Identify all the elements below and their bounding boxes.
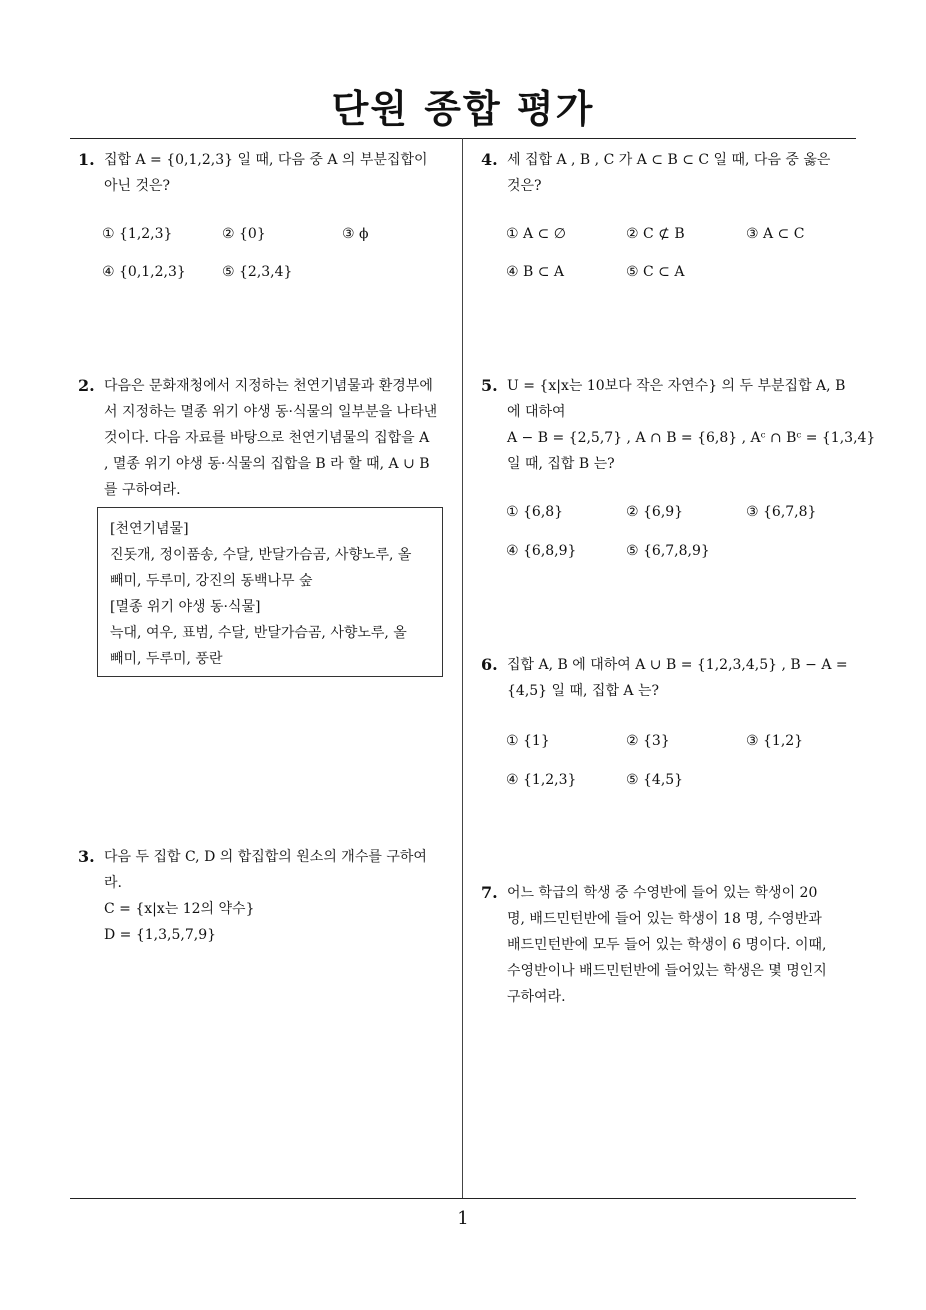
option-1[interactable]: ① A ⊂ ∅: [506, 226, 566, 242]
option-5[interactable]: ⑤ C ⊂ A: [626, 264, 685, 280]
question-text: 집합 A = {0,1,2,3} 일 때, 다음 중 A 의 부분집합이: [104, 152, 428, 168]
question-number: 2.: [78, 376, 95, 395]
question-text: 세 집합 A , B , C 가 A ⊂ B ⊂ C 일 때, 다음 중 옳은: [507, 152, 831, 168]
option-5[interactable]: ⑤ {4,5}: [626, 772, 684, 788]
option-2[interactable]: ② {0}: [222, 226, 266, 242]
question-text: 아닌 것은?: [104, 178, 171, 194]
question-text: U = {x|x는 10보다 작은 자연수} 의 두 부분집합 A, B: [507, 378, 846, 394]
bottom-rule: [70, 1198, 856, 1199]
question-text: {4,5} 일 때, 집합 A 는?: [507, 683, 660, 699]
option-3[interactable]: ③ {6,7,8}: [746, 504, 817, 520]
box-text: 빼미, 두루미, 강진의 동백나무 숲: [110, 573, 313, 589]
question-text: A − B = {2,5,7} , A ∩ B = {6,8} , Aᶜ ∩ Bᶜ = {1,3,4}: [507, 430, 876, 446]
question-7: [481, 880, 827, 1010]
question-text: 어느 학급의 학생 중 수영반에 들어 있는 학생이 20: [507, 885, 818, 901]
question-text: 배드민턴반에 모두 들어 있는 학생이 6 명이다. 이때,: [507, 937, 827, 953]
set-definition: D = {1,3,5,7,9}: [104, 927, 217, 943]
option-4[interactable]: ④ {0,1,2,3}: [102, 264, 186, 280]
page-title: 단원 종합 평가: [331, 87, 595, 131]
question-1: [78, 147, 428, 199]
question-text: 서 지정하는 멸종 위기 야생 동·식물의 일부분을 나타낸: [104, 404, 438, 420]
box-text: 진돗개, 정이품송, 수달, 반달가슴곰, 사향노루, 올: [110, 547, 412, 563]
column-divider: [462, 138, 463, 1198]
question-text: 구하여라.: [507, 989, 566, 1005]
option-4[interactable]: ④ {6,8,9}: [506, 543, 577, 559]
question-text: 명, 배드민턴반에 들어 있는 학생이 18 명, 수영반과: [507, 911, 822, 927]
question-text: 집합 A, B 에 대하여 A ∪ B = {1,2,3,4,5} , B − A =: [507, 657, 848, 673]
box-text: 늑대, 여우, 표범, 수달, 반달가슴곰, 사향노루, 올: [110, 625, 407, 641]
question-number: 7.: [481, 883, 498, 902]
option-3[interactable]: ③ A ⊂ C: [746, 226, 805, 242]
box-heading: [천연기념물]: [110, 521, 189, 537]
question-6: [481, 652, 848, 704]
question-text: 일 때, 집합 B 는?: [507, 456, 615, 472]
data-box: [97, 507, 443, 677]
option-2[interactable]: ② C ⊄ B: [626, 226, 685, 242]
option-1[interactable]: ① {6,8}: [506, 504, 564, 520]
question-text: 것이다. 다음 자료를 바탕으로 천연기념물의 집합을 A: [104, 430, 430, 446]
question-number: 6.: [481, 655, 498, 674]
option-2[interactable]: ② {3}: [626, 733, 670, 749]
option-3[interactable]: ③ ϕ: [342, 226, 369, 242]
question-number: 5.: [481, 376, 498, 395]
question-text: 라.: [104, 875, 122, 891]
option-1[interactable]: ① {1}: [506, 733, 550, 749]
question-text: 것은?: [507, 178, 542, 194]
question-5: [481, 373, 875, 477]
option-1[interactable]: ① {1,2,3}: [102, 226, 173, 242]
option-4[interactable]: ④ {1,2,3}: [506, 772, 577, 788]
question-number: 1.: [78, 150, 95, 169]
option-3[interactable]: ③ {1,2}: [746, 733, 804, 749]
question-2: [78, 373, 437, 503]
option-5[interactable]: ⑤ {2,3,4}: [222, 264, 293, 280]
question-number: 4.: [481, 150, 498, 169]
page-number: 1: [457, 1208, 469, 1229]
set-definition: C = {x|x는 12의 약수}: [104, 901, 255, 917]
question-number: 3.: [78, 847, 95, 866]
option-4[interactable]: ④ B ⊂ A: [506, 264, 565, 280]
top-rule: [70, 138, 856, 139]
option-5[interactable]: ⑤ {6,7,8,9}: [626, 543, 710, 559]
question-text: , 멸종 위기 야생 동·식물의 집합을 B 라 할 때, A ∪ B: [104, 456, 430, 472]
question-text: 다음 두 집합 C, D 의 합집합의 원소의 개수를 구하여: [104, 849, 427, 865]
question-4: [481, 147, 830, 199]
question-text: 수영반이나 배드민턴반에 들어있는 학생은 몇 명인지: [507, 963, 827, 979]
option-2[interactable]: ② {6,9}: [626, 504, 684, 520]
question-text: 에 대하여: [507, 404, 566, 420]
question-text: 를 구하여라.: [104, 482, 181, 498]
question-3: [78, 844, 427, 948]
box-text: 빼미, 두루미, 풍란: [110, 651, 223, 667]
question-text: 다음은 문화재청에서 지정하는 천연기념물과 환경부에: [104, 378, 433, 394]
box-heading: [멸종 위기 야생 동·식물]: [110, 599, 261, 615]
